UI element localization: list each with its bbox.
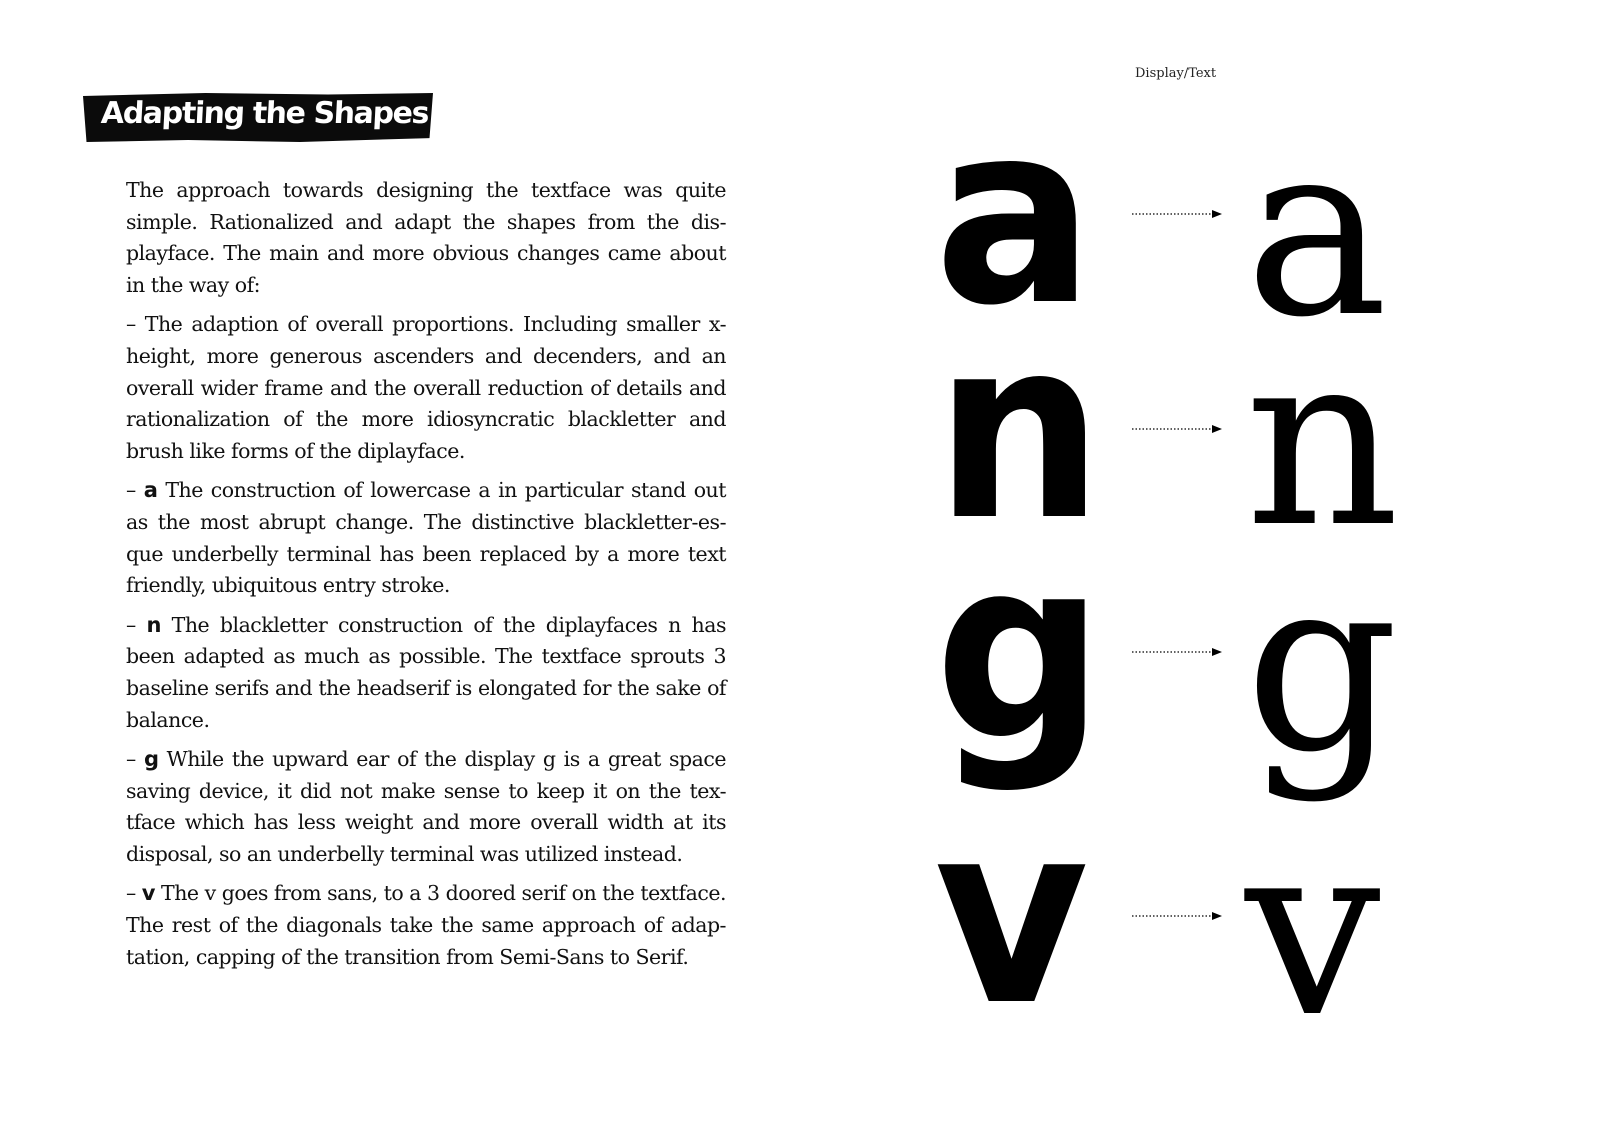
v-text: The v goes from sans, to a 3 doored serif on the textface. The rest of the diagonals take the same approach of adap-tation, capping of the transition from Semi-Sans to Serif. — [126, 881, 726, 969]
n-inline-glyph: n — [146, 612, 161, 637]
display-glyph-g: g — [934, 504, 1105, 795]
a-paragraph — [126, 475, 726, 601]
arrow-icon — [1130, 209, 1222, 219]
n-prefix: – — [126, 612, 147, 637]
g-text: While the upward ear of the display g is a great space saving device, it did not make sense to keep it on the tex-tface which has less weight and more overall width at its disposal, so an underbelly terminal was utilized instead. — [126, 747, 726, 866]
display-glyph-v: v — [934, 769, 1089, 1060]
v-inline-glyph: v — [141, 881, 155, 906]
n-text: The blackletter construction of the diplayfaces n has been adapted as much as possible. The textface sprouts 3 baseline serifs and the headserif is elongated for the sake of balance. — [126, 612, 726, 732]
a-prefix: – — [126, 478, 144, 503]
a-inline-glyph: a — [143, 478, 158, 503]
g-inline-glyph: g — [143, 747, 159, 772]
arrow-icon — [1130, 424, 1222, 434]
n-paragraph — [126, 610, 726, 736]
arrow-icon — [1130, 911, 1222, 921]
a-text: The construction of lowercase a in particular stand out as the most abrupt change. The distinctive blackletter-es-que underbelly terminal has been replaced by a more text friendly, ubiquitous entry stroke. — [126, 478, 726, 598]
arrow-icon — [1130, 647, 1222, 657]
display-glyph-a: a — [934, 69, 1095, 360]
proportions-paragraph: – The adaption of overall proportions. Including smaller x-height, more generous ascenders and decenders, and an overall wider frame and the overall reduction of details and rationalization of the more idiosyncratic blackletter and brush like forms of the diplayface. — [126, 312, 726, 463]
text-glyph-v: v — [1245, 790, 1381, 1070]
text-glyph-a: a — [1245, 90, 1389, 370]
body-text — [126, 175, 726, 981]
v-prefix: – — [126, 881, 142, 906]
display-glyph-n: n — [934, 284, 1104, 575]
text-glyph-g: g — [1245, 525, 1399, 805]
display-text-label: Display/Text — [1135, 66, 1217, 81]
g-prefix: – — [126, 747, 144, 772]
v-paragraph — [126, 878, 726, 973]
text-glyph-n: n — [1245, 300, 1400, 580]
intro-paragraph: The approach towards designing the textface was quite simple. Rationalized and adapt the shapes from the dis-playface. The main and more obvious changes came about in the way of: — [126, 178, 726, 297]
g-paragraph — [126, 744, 726, 870]
page-title: Adapting the Shapes — [100, 96, 430, 131]
